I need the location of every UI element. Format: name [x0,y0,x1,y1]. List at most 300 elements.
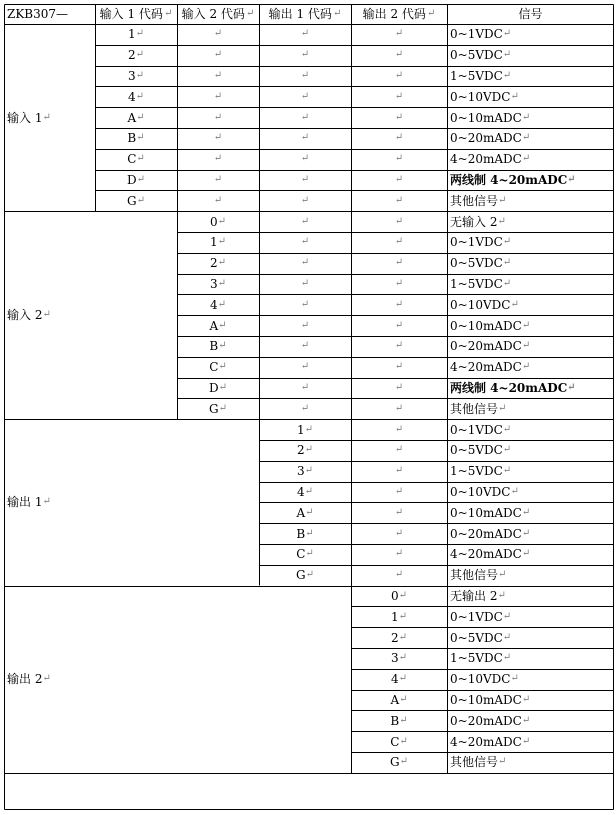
paragraph-mark: ↵ [394,298,404,310]
signal-cell [447,294,614,315]
code-cell [177,253,259,274]
signal-cell [447,315,614,336]
paragraph-mark: ↵ [136,153,145,165]
paragraph-mark: ↵ [135,28,145,40]
paragraph-mark: ↵ [426,8,436,19]
paragraph-mark: ↵ [135,90,145,102]
code-cell [95,86,177,107]
paragraph-mark: ↵ [521,506,531,518]
paragraph-mark: ↵ [510,485,519,497]
signal-text: 两线制 4~20mADC [450,380,568,395]
empty-code-cell [351,523,447,544]
code-value: 2 [390,630,399,645]
signal-text: 其他信号 [450,755,499,770]
signal-cell [447,606,614,627]
code-value: 0 [209,214,218,229]
code-cell [95,128,177,149]
empty-code-cell [259,128,351,149]
paragraph-mark: ↵ [218,361,227,373]
paragraph-mark: ↵ [135,69,145,81]
paragraph-mark: ↵ [394,506,404,518]
empty-code-cell [177,128,259,149]
paragraph-mark: ↵ [213,153,223,165]
code-cell [351,606,447,627]
signal-cell [447,482,614,503]
paragraph-mark: ↵ [394,381,404,393]
paragraph-mark: ↵ [304,465,314,477]
signal-cell [447,461,614,482]
signal-cell [447,627,614,648]
signal-text: 0~10mADC [450,110,522,125]
signal-cell [447,253,614,274]
paragraph-mark: ↵ [300,28,310,40]
signal-text: 0~10VDC [450,484,511,499]
empty-code-cell [259,24,351,45]
signal-cell [447,232,614,253]
empty-code-cell [351,24,447,45]
code-cell [95,45,177,66]
code-value: 0 [390,588,399,603]
header-code-col-2 [177,4,259,24]
paragraph-mark: ↵ [394,173,404,185]
code-cell [95,149,177,170]
code-cell [177,336,259,357]
signal-text: 无输出 2 [450,588,498,603]
code-cell [351,731,447,752]
signal-cell [447,669,614,690]
code-value: A [390,692,400,707]
code-cell [177,315,259,336]
signal-cell [447,419,614,440]
paragraph-mark: ↵ [521,132,531,144]
signal-text: 0~1VDC [450,235,503,250]
code-cell [95,24,177,45]
empty-code-cell [259,357,351,378]
paragraph-mark: ↵ [502,236,512,248]
signal-cell [447,752,614,773]
empty-code-cell [351,107,447,128]
code-value: B [209,339,219,354]
code-cell [177,357,259,378]
paragraph-mark: ↵ [521,735,531,747]
empty-code-cell [259,232,351,253]
paragraph-mark: ↵ [521,548,531,560]
paragraph-mark: ↵ [300,319,310,331]
paragraph-mark: ↵ [497,589,506,601]
code-value: 2 [296,443,305,458]
empty-code-cell [177,170,259,191]
signal-text: 0~10mADC [450,692,522,707]
empty-code-cell [351,274,447,295]
code-value: 1 [296,422,305,437]
paragraph-mark: ↵ [394,90,404,102]
paragraph-mark: ↵ [567,381,576,393]
paragraph-mark: ↵ [510,90,519,102]
empty-code-cell [351,502,447,523]
code-value: 1 [390,609,399,624]
paragraph-mark: ↵ [42,309,51,321]
empty-code-cell [177,190,259,211]
paragraph-mark: ↵ [300,69,310,81]
paragraph-mark: ↵ [394,153,404,165]
code-cell [177,232,259,253]
empty-code-cell [351,211,447,232]
signal-cell [447,128,614,149]
paragraph-mark: ↵ [399,756,408,768]
paragraph-mark: ↵ [136,132,145,144]
paragraph-mark: ↵ [394,215,404,227]
empty-code-cell [259,398,351,419]
header-code-label: 输入 1 代码 [99,7,163,21]
empty-code-cell [177,24,259,45]
paragraph-mark: ↵ [300,215,310,227]
paragraph-mark: ↵ [394,485,404,497]
paragraph-mark: ↵ [498,194,507,206]
header-code-col-1 [95,4,177,24]
code-cell [259,523,351,544]
paragraph-mark: ↵ [394,49,404,61]
signal-cell [447,24,614,45]
code-value: A [127,110,137,125]
paragraph-mark: ↵ [217,257,227,269]
empty-code-cell [351,565,447,586]
paragraph-mark: ↵ [300,257,310,269]
paragraph-mark: ↵ [398,673,408,685]
empty-code-cell [351,419,447,440]
paragraph-mark: ↵ [394,236,404,248]
signal-text: 其他信号 [450,568,499,583]
signal-text: 0~10VDC [450,89,511,104]
paragraph-mark: ↵ [300,236,310,248]
group-label-cell [4,586,351,773]
paragraph-mark: ↵ [521,111,531,123]
paragraph-mark: ↵ [498,756,507,768]
code-cell [177,294,259,315]
signal-cell [447,336,614,357]
signal-cell [447,86,614,107]
code-cell [259,419,351,440]
paragraph-mark: ↵ [394,132,404,144]
code-value: 4 [127,89,136,104]
paragraph-mark: ↵ [300,361,310,373]
signal-text: 0~10mADC [450,505,522,520]
signal-text: 0~20mADC [450,526,522,541]
empty-code-cell [259,211,351,232]
empty-code-cell [177,107,259,128]
code-value: 3 [209,276,218,291]
paragraph-mark: ↵ [136,194,145,206]
signal-text: 0~20mADC [450,131,522,146]
signal-text: 0~20mADC [450,339,522,354]
header-code-col-3 [259,4,351,24]
code-value: G [127,193,137,208]
empty-code-cell [259,190,351,211]
paragraph-mark: ↵ [394,569,404,581]
paragraph-mark: ↵ [394,194,404,206]
paragraph-mark: ↵ [502,69,512,81]
paragraph-mark: ↵ [394,465,404,477]
paragraph-mark: ↵ [218,319,227,331]
signal-cell [447,544,614,565]
signal-cell [447,274,614,295]
code-value: B [390,713,400,728]
paragraph-mark: ↵ [245,8,255,19]
group-label-text: 输入 2 [7,308,43,323]
header-code-label: 输入 2 代码 [181,7,245,21]
signal-cell [447,170,614,191]
paragraph-mark: ↵ [304,444,314,456]
signal-text: 0~1VDC [450,422,503,437]
signal-text: 其他信号 [450,193,499,208]
empty-code-cell [351,232,447,253]
paragraph-mark: ↵ [399,693,408,705]
paragraph-mark: ↵ [502,610,512,622]
empty-code-cell [259,170,351,191]
signal-text: 0~5VDC [450,630,503,645]
paragraph-mark: ↵ [42,673,51,685]
empty-code-cell [259,253,351,274]
paragraph-mark: ↵ [305,506,314,518]
paragraph-mark: ↵ [394,257,404,269]
paragraph-mark: ↵ [300,49,310,61]
empty-code-cell [259,315,351,336]
paragraph-mark: ↵ [300,277,310,289]
empty-code-cell [259,45,351,66]
paragraph-mark: ↵ [521,153,531,165]
signal-cell [447,149,614,170]
paragraph-mark: ↵ [305,548,314,560]
signal-text: 其他信号 [450,401,499,416]
empty-code-cell [351,45,447,66]
paragraph-mark: ↵ [521,361,531,373]
paragraph-mark: ↵ [42,496,51,508]
code-cell [351,752,447,773]
empty-code-cell [177,86,259,107]
group-label-text: 输出 1 [7,495,43,510]
empty-code-cell [351,170,447,191]
paragraph-mark: ↵ [521,319,531,331]
signal-text: 0~5VDC [450,443,503,458]
paragraph-mark: ↵ [135,49,145,61]
signal-cell [447,523,614,544]
signal-text: 0~5VDC [450,48,503,63]
empty-code-cell [351,149,447,170]
empty-code-cell [351,315,447,336]
paragraph-mark: ↵ [300,111,310,123]
paragraph-mark: ↵ [305,569,314,581]
code-cell [259,482,351,503]
code-value: C [390,734,400,749]
code-cell [95,107,177,128]
paragraph-mark: ↵ [300,194,310,206]
header-model-label: ZKB307— [7,7,69,21]
signal-cell [447,66,614,87]
paragraph-mark: ↵ [300,153,310,165]
empty-code-cell [259,149,351,170]
group-label-cell [4,419,259,585]
empty-code-cell [351,66,447,87]
header-code-label: 输出 1 代码 [268,7,332,21]
code-value: C [296,547,306,562]
code-value: 1 [127,27,136,42]
signal-cell [447,710,614,731]
paragraph-mark: ↵ [510,673,519,685]
paragraph-mark: ↵ [521,714,531,726]
signal-text: 1~5VDC [450,651,503,666]
paragraph-mark: ↵ [521,527,531,539]
code-cell [259,565,351,586]
signal-text: 0~1VDC [450,609,503,624]
signal-text: 4~20mADC [450,547,522,562]
signal-text: 0~1VDC [450,27,503,42]
paragraph-mark: ↵ [394,527,404,539]
signal-cell [447,378,614,399]
paragraph-mark: ↵ [213,173,223,185]
code-cell [177,398,259,419]
code-value: B [296,526,306,541]
signal-text: 0~20mADC [450,713,522,728]
group-label-text: 输入 1 [7,110,43,125]
code-cell [177,211,259,232]
header-signal-cell [447,4,614,24]
code-cell [95,190,177,211]
paragraph-mark: ↵ [398,652,408,664]
paragraph-mark: ↵ [213,90,223,102]
empty-code-cell [351,253,447,274]
paragraph-mark: ↵ [498,569,507,581]
signal-cell [447,440,614,461]
empty-code-cell [351,482,447,503]
paragraph-mark: ↵ [300,132,310,144]
code-value: 2 [209,256,218,271]
signal-text: 0~10VDC [450,672,511,687]
paragraph-mark: ↵ [394,444,404,456]
paragraph-mark: ↵ [213,111,223,123]
group-label-cell [4,211,177,419]
paragraph-mark: ↵ [213,49,223,61]
paragraph-mark: ↵ [394,361,404,373]
code-value: B [127,131,137,146]
paragraph-mark: ↵ [502,49,512,61]
paragraph-mark: ↵ [304,423,314,435]
paragraph-mark: ↵ [218,340,227,352]
signal-text: 4~20mADC [450,152,522,167]
paragraph-mark: ↵ [305,527,314,539]
signal-cell [447,731,614,752]
paragraph-mark: ↵ [398,589,408,601]
group-label-cell [4,24,95,211]
empty-code-cell [351,86,447,107]
code-cell [259,502,351,523]
paragraph-mark: ↵ [300,402,310,414]
code-value: D [126,172,137,187]
paragraph-mark: ↵ [213,194,223,206]
empty-code-cell [351,544,447,565]
paragraph-mark: ↵ [394,277,404,289]
paragraph-mark: ↵ [300,298,310,310]
paragraph-mark: ↵ [502,423,512,435]
signal-cell [447,107,614,128]
paragraph-mark: ↵ [136,111,145,123]
code-value: 3 [127,68,136,83]
paragraph-mark: ↵ [218,381,227,393]
code-value: 4 [296,484,305,499]
code-value: 4 [209,297,218,312]
paragraph-mark: ↵ [398,610,408,622]
header-signal-label: 信号 [518,7,543,21]
signal-cell [447,398,614,419]
signal-cell [447,211,614,232]
code-cell [351,648,447,669]
paragraph-mark: ↵ [300,340,310,352]
paragraph-mark: ↵ [394,28,404,40]
code-value: A [296,505,306,520]
paragraph-mark: ↵ [213,132,223,144]
code-value: 2 [127,48,136,63]
code-cell [259,544,351,565]
paragraph-mark: ↵ [510,298,519,310]
paragraph-mark: ↵ [394,69,404,81]
code-value: C [127,152,137,167]
paragraph-mark: ↵ [394,548,404,560]
paragraph-mark: ↵ [218,402,227,414]
paragraph-mark: ↵ [497,215,506,227]
code-value: 3 [390,651,399,666]
paragraph-mark: ↵ [213,69,223,81]
signal-text: 1~5VDC [450,464,503,479]
paragraph-mark: ↵ [502,465,512,477]
empty-code-cell [259,66,351,87]
paragraph-mark: ↵ [394,340,404,352]
empty-code-cell [177,149,259,170]
paragraph-mark: ↵ [394,423,404,435]
paragraph-mark: ↵ [521,340,531,352]
signal-text: 无输入 2 [450,214,498,229]
code-value: G [296,568,306,583]
paragraph-mark: ↵ [217,236,227,248]
empty-code-cell [177,45,259,66]
code-cell [95,170,177,191]
code-cell [259,461,351,482]
paragraph-mark: ↵ [502,28,512,40]
paragraph-mark: ↵ [304,485,314,497]
paragraph-mark: ↵ [163,8,173,19]
paragraph-mark: ↵ [394,111,404,123]
empty-code-cell [259,378,351,399]
paragraph-mark: ↵ [217,215,227,227]
code-cell [95,66,177,87]
code-cell [351,710,447,731]
empty-code-cell [259,86,351,107]
paragraph-mark: ↵ [332,8,342,19]
code-value: A [209,318,219,333]
paragraph-mark: ↵ [300,381,310,393]
header-code-label: 输出 2 代码 [362,7,426,21]
code-cell [177,274,259,295]
signal-cell [447,502,614,523]
signal-cell [447,690,614,711]
empty-code-cell [351,128,447,149]
signal-cell [447,586,614,607]
empty-code-cell [351,461,447,482]
empty-code-cell [351,398,447,419]
code-table [4,4,614,810]
empty-code-cell [259,274,351,295]
code-value: C [209,360,219,375]
paragraph-mark: ↵ [213,28,223,40]
empty-code-cell [351,378,447,399]
paragraph-mark: ↵ [398,631,408,643]
